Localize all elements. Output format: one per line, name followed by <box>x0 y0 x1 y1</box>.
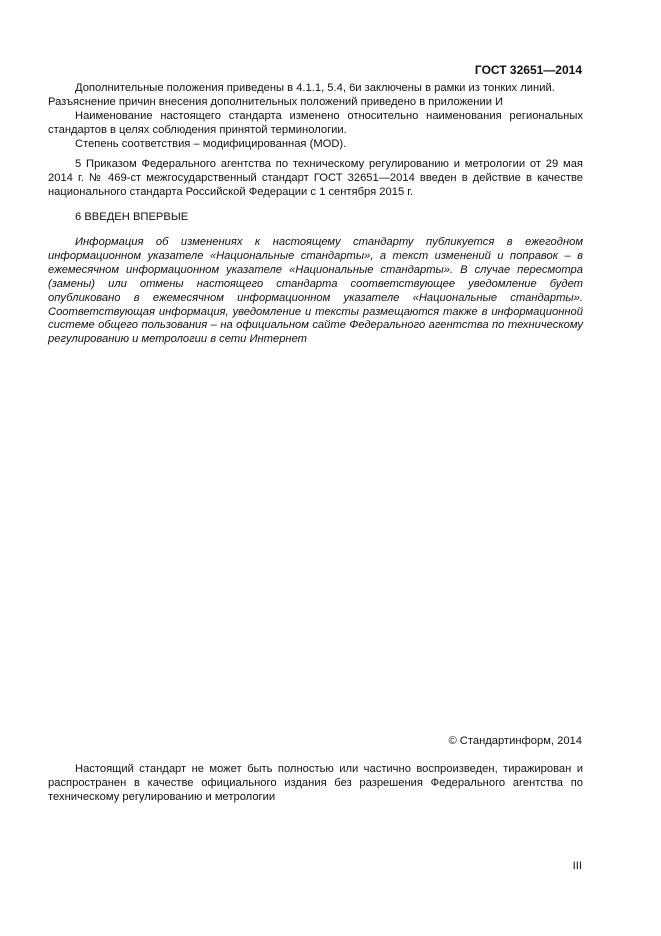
section-6-block <box>48 211 583 225</box>
section-5-paragraph: 5 Приказом Федерального агентства по техническому регулированию и метрологии от 29 мая 2014 г. № 469-ст межгосударственный стандарт ГОСТ 32651—2014 введен в действие в качестве национального стандарта Российской Федерации с 1 сентября 2015 г. <box>48 158 583 198</box>
section-5-block <box>48 158 583 200</box>
info-notice-block <box>48 236 583 347</box>
reproduction-notice-block <box>48 763 583 805</box>
reproduction-notice-paragraph: Настоящий стандарт не может быть полностью или частично воспроизведен, тиражирован и распространен в качестве официального издания без разрешения Федерального агентства по техническому регулированию и метрологии <box>48 763 583 803</box>
additional-provisions-line2: Разъяснение причин внесения дополнительных положений приведено в приложении И <box>48 95 504 108</box>
page-number: III <box>572 860 582 872</box>
conformity-degree-paragraph: Степень соответствия – модифицированная (MOD). <box>75 137 347 150</box>
document-code-header: ГОСТ 32651—2014 <box>474 63 582 77</box>
info-notice-paragraph: Информация об изменениях к настоящему стандарту публикуется в ежегодном информационном указателе «Национальные стандарты», а текст изменений и поправок – в ежемесячном информационном указателе «Национальные стандарты». В случае пересмотра (замены) или отмены настоящего стандарта соответствующее уведомление будет опубликовано в ежемесячном информационном указателе «Национальные стандарты». Соответствующая информация, уведомление и тексты размещаются также в информационной системе общего пользования – на официальном сайте Федерального агентства по техническому регулированию и метрологии в сети Интернет <box>48 236 583 346</box>
section-6-paragraph: 6 ВВЕДЕН ВПЕРВЫЕ <box>75 211 189 223</box>
additional-provisions-block <box>48 82 583 152</box>
name-change-paragraph: Наименование настоящего стандарта изменено относительно наименования региональных стандартов в целях соблюдения принятой терминологии. <box>48 109 583 136</box>
copyright-line: © Стандартинформ, 2014 <box>448 735 582 747</box>
additional-provisions-line1: Дополнительные положения приведены в 4.1.1, 5.4, 6и заключены в рамки из тонких линий. <box>75 82 555 94</box>
